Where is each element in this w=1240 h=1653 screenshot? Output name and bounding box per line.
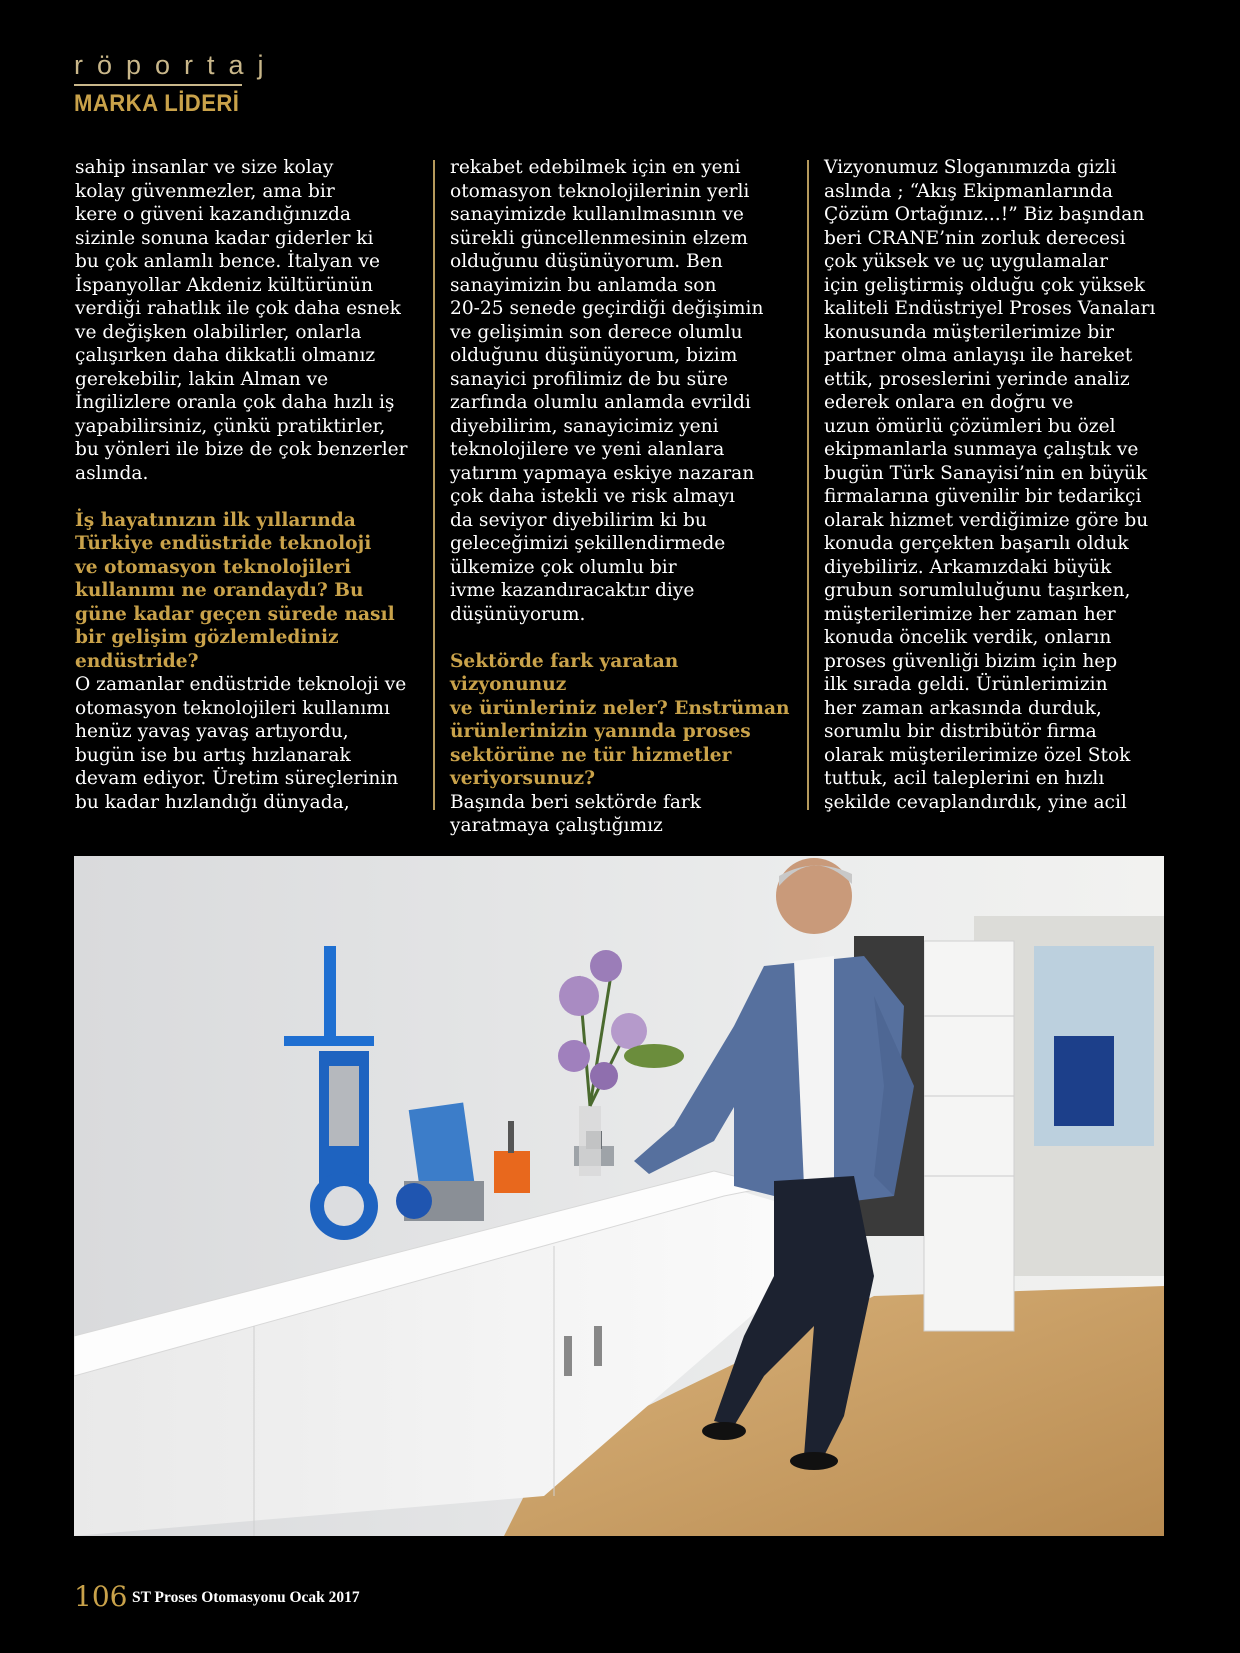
office-scene-illustration (74, 856, 1164, 1536)
text-line: geleceğimizi şekillendirmede (450, 533, 726, 554)
text-line: proses güvenliği bizim için hep (824, 650, 1118, 672)
text-line: yaratmaya çalıştığımız (450, 815, 663, 836)
text-line: kaliteli Endüstriyel Proses Vanaları (824, 298, 1156, 319)
question-line: Sektörde fark yaratan vizyonunuz (450, 650, 679, 695)
text-line: ekipmanlarla sunmaya çalıştık ve (824, 439, 1139, 460)
text-line: 20-25 senede geçirdiği değişimin (450, 298, 764, 319)
text-line: uzun ömürlü çözümleri bu özel (824, 415, 1116, 437)
text-line: bugün ise bu artış hızlanarak (75, 744, 351, 766)
text-line: İspanyollar Akdeniz kültürünün (75, 274, 373, 296)
column-1-body-a (75, 156, 423, 485)
text-line: Vizyonumuz Sloganımızda gizli (824, 157, 1117, 178)
question-line: güne kadar geçen sürede nasıl (75, 603, 395, 625)
text-line: ivme kazandıracaktır diye (450, 580, 695, 601)
text-line: firmalarına güvenilir bir tedarikçi (824, 486, 1142, 507)
text-line: gerekebilir, lakin Alman ve (75, 368, 329, 390)
text-line: konuda öncelik verdik, onların (824, 627, 1112, 648)
text-line: düşünüyorum. (450, 603, 586, 625)
text-line: olarak hizmet verdiğimize göre bu (824, 509, 1149, 531)
interview-photo (74, 856, 1164, 1536)
text-line: kolay güvenmezler, ama bir (75, 180, 335, 202)
text-line: konusunda müşterilerimize bir (824, 321, 1115, 343)
text-line: bu kadar hızlandığı dünyada, (75, 791, 350, 813)
text-line: O zamanlar endüstride teknoloji ve (75, 674, 407, 695)
column-divider (807, 160, 809, 810)
text-line: da seviyor diyebilirim ki bu (450, 509, 707, 531)
text-line: İngilizlere oranla çok daha hızlı iş (75, 392, 395, 413)
text-line: ettik, proseslerini yerinde analiz (824, 368, 1130, 390)
text-line: ve değişken olabilirler, onlarla (75, 321, 362, 343)
text-line: her zaman arkasında durduk, (824, 697, 1102, 719)
text-line: sizinle sonuna kadar giderler ki (75, 227, 374, 249)
text-line: konuda gerçekten başarılı olduk (824, 533, 1129, 554)
text-line: sürekli güncellenmesinin elzem (450, 227, 748, 249)
text-line: grubun sorumluluğunu taşırken, (824, 580, 1131, 601)
text-line: sanayimizde kullanılmasının ve (450, 204, 744, 225)
column-divider (433, 160, 435, 810)
kicker-rule (74, 84, 242, 86)
question-line: ürünlerinizin yanında proses (450, 721, 751, 742)
question-line: ve ürünleriniz neler? Enstrüman (450, 697, 790, 719)
text-line: partner olma anlayışı ile hareket (824, 345, 1133, 366)
text-line: olarak müşterilerimize özel Stok (824, 744, 1131, 766)
text-line: verdiği rahatlık ile çok daha esnek (75, 298, 401, 319)
question-line: İş hayatınızın ilk yıllarında (75, 509, 356, 531)
text-line: bu çok anlamlı bence. İtalyan ve (75, 251, 381, 272)
section-kicker: röportaj (74, 50, 278, 80)
text-line: teknolojilere ve yeni alanlara (450, 439, 725, 460)
text-line: müşterilerimize her zaman her (824, 603, 1116, 625)
article-column-1 (75, 156, 423, 814)
text-line: sanayici profilimiz de bu süre (450, 368, 728, 390)
column-1-body-b (75, 673, 423, 814)
text-line: devam ediyor. Üretim süreçlerinin (75, 768, 399, 789)
question-line: bir gelişim gözlemlediniz (75, 627, 339, 648)
text-line: sorumlu bir distribütör firma (824, 721, 1097, 742)
text-line: otomasyon teknolojilerinin yerli (450, 180, 750, 202)
text-line: ve gelişimin son derece olumlu (450, 321, 743, 343)
text-line: rekabet edebilmek için en yeni (450, 157, 741, 178)
question-line: sektörüne ne tür hizmetler (450, 744, 732, 766)
text-line: Çözüm Ortağınız...!” Biz başından (824, 204, 1145, 225)
column-2-question (450, 650, 798, 791)
text-line: tuttuk, acil taleplerini en hızlı (824, 768, 1105, 789)
issue-info: ST Proses Otomasyonu Ocak 2017 (132, 1589, 360, 1606)
text-line: çok daha istekli ve risk almayı (450, 486, 735, 507)
text-line: çok yüksek ve uç uygulamalar (824, 251, 1108, 272)
text-line: yapabilirsiniz, çünkü pratiktirler, (75, 415, 386, 437)
text-line: diyebiliriz. Arkamızdaki büyük (824, 556, 1112, 578)
question-line: endüstride? (75, 650, 199, 672)
text-line: bu yönleri ile bize de çok benzerler (75, 439, 408, 460)
column-3-body (824, 156, 1174, 814)
question-line: kullanımı ne orandaydı? Bu (75, 580, 364, 601)
column-2-body-b (450, 791, 798, 838)
page-number: 106 (74, 1580, 128, 1613)
article-column-2 (450, 156, 798, 838)
text-line: olduğunu düşünüyorum, bizim (450, 345, 738, 366)
text-line: henüz yavaş yavaş artıyordu, (75, 721, 349, 742)
text-line: çalışırken daha dikkatli olmanız (75, 345, 376, 366)
column-2-body-a (450, 156, 798, 626)
text-line: diyebilirim, sanayicimiz yeni (450, 415, 719, 437)
text-line: aslında. (75, 462, 149, 484)
article-column-3 (824, 156, 1174, 814)
question-line: veriyorsunuz? (450, 768, 595, 789)
text-line: bugün Türk Sanayisi’nin en büyük (824, 462, 1148, 484)
text-line: için geliştirmiş olduğu çok yüksek (824, 274, 1146, 296)
question-line: ve otomasyon teknolojileri (75, 556, 352, 578)
text-line: ülkemize çok olumlu bir (450, 556, 677, 578)
text-line: şekilde cevaplandırdık, yine acil (824, 791, 1127, 813)
question-line: Türkiye endüstride teknoloji (75, 533, 372, 554)
text-line: olduğunu düşünüyorum. Ben (450, 251, 723, 272)
text-line: zarfında olumlu anlamda evrildi (450, 392, 751, 413)
text-line: aslında ; “Akış Ekipmanlarında (824, 180, 1113, 202)
column-1-question (75, 509, 423, 674)
text-line: sahip insanlar ve size kolay (75, 157, 334, 178)
text-line: Başında beri sektörde fark (450, 791, 702, 813)
text-line: ilk sırada geldi. Ürünlerimizin (824, 674, 1108, 695)
text-line: kere o güveni kazandığınızda (75, 204, 352, 225)
section-title: MARKA LİDERİ (74, 90, 240, 117)
text-line: beri CRANE’nin zorluk derecesi (824, 227, 1126, 249)
text-line: sanayimizin bu anlamda son (450, 274, 717, 296)
text-line: otomasyon teknolojileri kullanımı (75, 697, 390, 719)
text-line: ederek onlara en doğru ve (824, 392, 1074, 413)
text-line: yatırım yapmaya eskiye nazaran (450, 462, 755, 484)
